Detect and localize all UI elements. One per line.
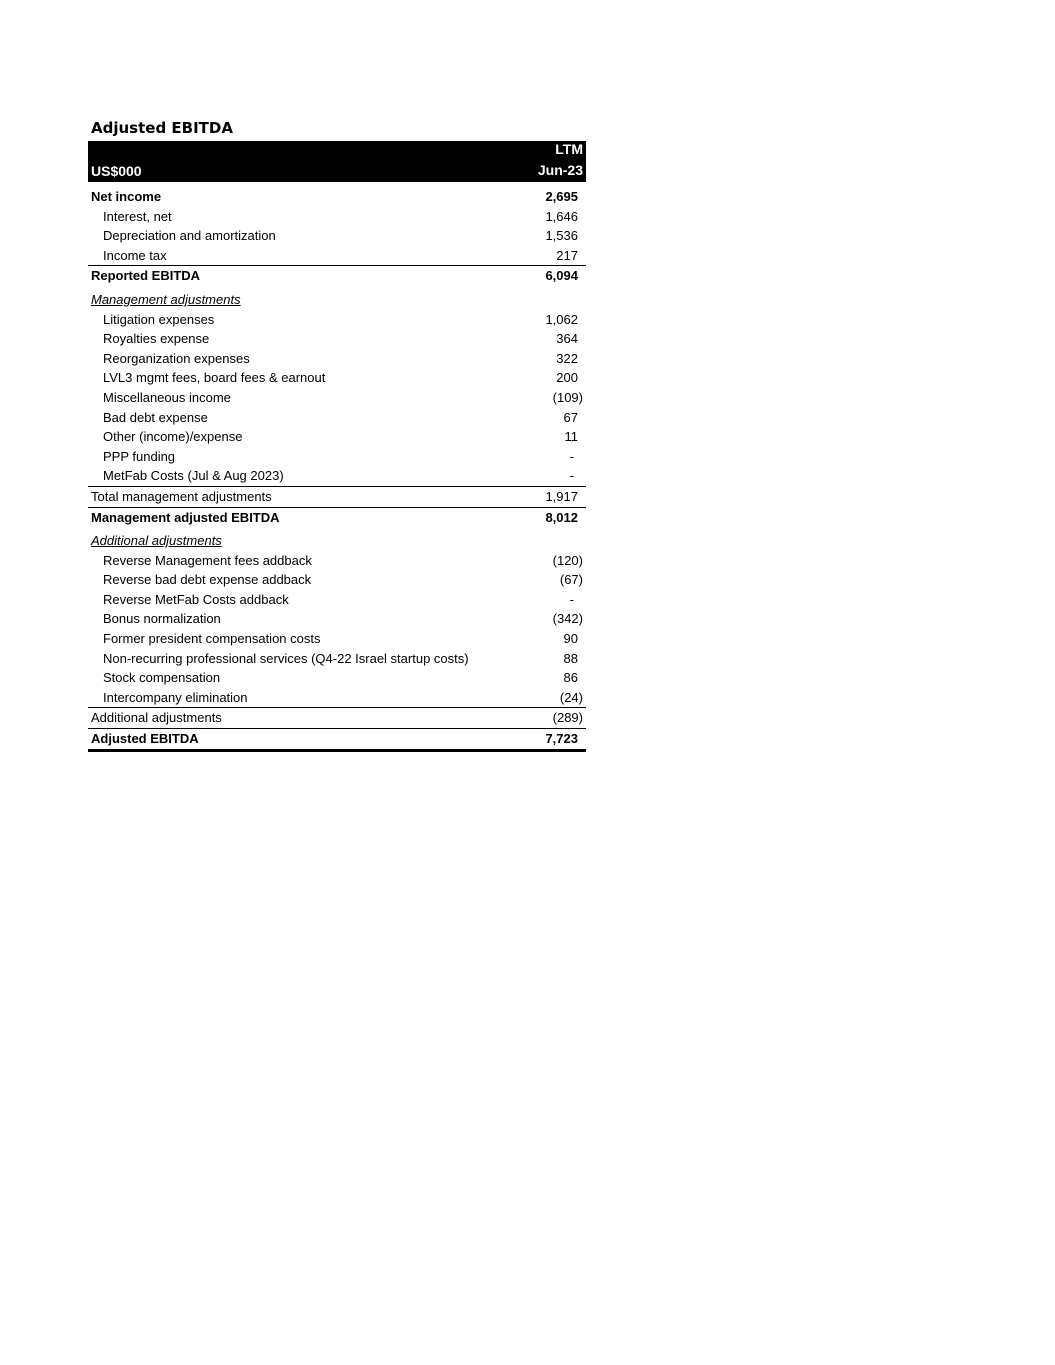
table-row-former-president <box>88 629 586 649</box>
table-row-bonus <box>88 609 586 629</box>
row-label: Non-recurring professional services (Q4-22 Israel startup costs) <box>103 650 469 666</box>
row-value: 322 <box>556 350 578 366</box>
table-row-rev-metfab <box>88 590 586 610</box>
section-header-management <box>88 290 586 310</box>
row-label: Income tax <box>103 247 167 263</box>
row-label: Interest, net <box>103 208 172 224</box>
row-value: - <box>569 591 574 607</box>
page-title: Adjusted EBITDA <box>91 119 233 137</box>
row-label: MetFab Costs (Jul & Aug 2023) <box>103 468 284 484</box>
row-label: Stock compensation <box>103 670 221 686</box>
table-row-depreciation <box>88 226 586 246</box>
table-row-metfab <box>88 466 586 486</box>
table-header <box>88 141 586 182</box>
row-label: Reverse bad debt expense addback <box>103 572 312 588</box>
row-value: (24) <box>559 689 583 705</box>
table-row-other <box>88 427 586 447</box>
table-row-rev-bad-debt <box>88 570 586 590</box>
column-header-period: LTM <box>555 141 583 157</box>
section-label: Additional adjustments <box>91 533 222 549</box>
row-value: (120) <box>552 552 583 568</box>
table-row-lvl3 <box>88 368 586 388</box>
row-label: Royalties expense <box>103 331 210 347</box>
ebitda-table <box>88 141 586 752</box>
row-label: Reverse MetFab Costs addback <box>103 591 289 607</box>
table-row-reported-ebitda <box>88 265 586 286</box>
row-label: Bonus normalization <box>103 611 221 627</box>
table-row-reorganization <box>88 349 586 369</box>
table-row-misc-income <box>88 388 586 408</box>
table-row-income-tax <box>88 246 586 266</box>
row-label: Adjusted EBITDA <box>91 731 199 747</box>
row-value: 200 <box>556 370 578 386</box>
row-value: 1,917 <box>545 488 578 504</box>
row-label: LVL3 mgmt fees, board fees & earnout <box>103 370 326 386</box>
row-value: 1,536 <box>545 228 578 244</box>
row-label: Miscellaneous income <box>103 389 231 405</box>
section-header-additional <box>88 531 586 551</box>
section-label: Management adjustments <box>91 291 241 307</box>
table-row-royalties <box>88 329 586 349</box>
row-value: 217 <box>556 247 578 263</box>
row-value: 1,062 <box>545 311 578 327</box>
table-row-intercompany <box>88 688 586 708</box>
row-label: Management adjusted EBITDA <box>91 509 280 525</box>
row-value: - <box>569 468 574 484</box>
row-label: Other (income)/expense <box>103 429 243 445</box>
unit-label: US$000 <box>91 163 142 179</box>
table-row-additional-adjustments <box>88 707 586 728</box>
row-label: Net income <box>91 189 162 204</box>
row-value: 6,094 <box>545 268 578 284</box>
row-value: 2,695 <box>545 189 578 204</box>
row-label: PPP funding <box>103 448 176 464</box>
table-row-bad-debt <box>88 408 586 428</box>
row-value: 86 <box>563 670 578 686</box>
row-value: 7,723 <box>545 731 578 747</box>
row-value: 67 <box>563 409 578 425</box>
row-value: 8,012 <box>545 509 578 525</box>
row-label: Reorganization expenses <box>103 350 250 366</box>
row-value: 11 <box>564 429 578 445</box>
row-label: Depreciation and amortization <box>103 228 276 244</box>
table-row-interest <box>88 207 586 227</box>
row-value: (109) <box>552 389 583 405</box>
row-label: Reverse Management fees addback <box>103 552 312 568</box>
table-row-net-income <box>88 187 586 207</box>
row-label: Former president compensation costs <box>103 631 321 647</box>
table-row-rev-mgmt-fees <box>88 551 586 571</box>
table-row-non-recurring <box>88 649 586 669</box>
table-row-stock-comp <box>88 668 586 688</box>
table-row-mgmt-adjusted-ebitda <box>88 507 586 528</box>
row-label: Intercompany elimination <box>103 689 248 705</box>
row-value: - <box>569 448 574 464</box>
row-value: 88 <box>563 650 578 666</box>
table-row-total-mgmt <box>88 486 586 507</box>
row-label: Additional adjustments <box>91 710 222 726</box>
column-header-date: Jun-23 <box>537 162 583 178</box>
row-label: Litigation expenses <box>103 311 215 327</box>
row-label: Bad debt expense <box>103 409 208 425</box>
row-value: 364 <box>556 331 578 347</box>
row-label: Total management adjustments <box>91 488 272 504</box>
row-value: (67) <box>559 572 583 588</box>
table-row-litigation <box>88 310 586 330</box>
row-value: (289) <box>552 710 583 726</box>
table-row-ppp <box>88 447 586 467</box>
row-value: 1,646 <box>545 208 578 224</box>
table-row-adjusted-ebitda <box>88 728 586 752</box>
row-label: Reported EBITDA <box>91 268 201 284</box>
row-value: 90 <box>563 631 578 647</box>
row-value: (342) <box>552 611 583 627</box>
